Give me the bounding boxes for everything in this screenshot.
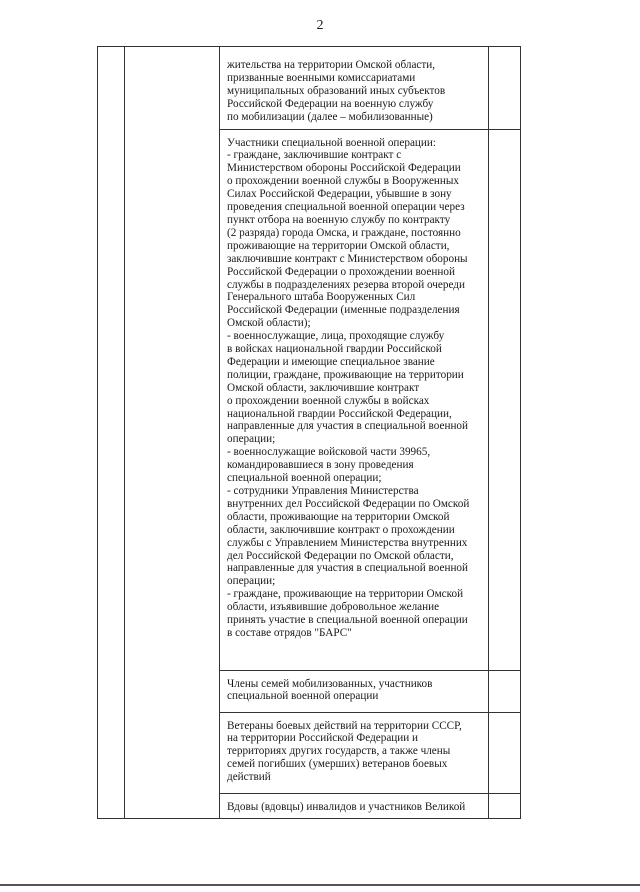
recipient-cell bbox=[220, 793, 489, 819]
benefits-table bbox=[97, 46, 521, 819]
extra-column-cell bbox=[489, 47, 521, 130]
recipient-text: Члены семей мобилизованных, участников специальной военной операции bbox=[227, 677, 433, 703]
page-number: 2 bbox=[316, 18, 324, 33]
recipient-cell bbox=[220, 47, 489, 130]
extra-column-cell bbox=[489, 129, 521, 670]
extra-column-cell bbox=[489, 670, 521, 712]
extra-column-cell bbox=[489, 712, 521, 793]
number-column-cell bbox=[98, 47, 125, 819]
recipient-cell bbox=[220, 712, 489, 793]
recipient-text: Участники специальной военной операции: - граждане, заключившие контракт с Министерством обороны Российской Федерации о прохождении военной службы в Вооруженных Силах Российской Федерации, убывшие в зону проведения специальной военной операции через пункт отбора на военную службу по контракту (2 разряда) города Омска, и граждане, постоянно проживающие на территории Омской области, заключившие контракт с Министерством обороны Российской Федерации о прохождении военной службы в подразделениях резерва второй очереди Генерального штаба Вооруженных Сил Российской Федерации (именные подразделения Омской области); - военнослужащие, лица, проходящие службу в войсках национальной гвардии Российской Федерации и имеющие специальное звание полиции, граждане, проживающие на территории Омской области, заключившие контракт о прохождении военной службы в войсках национальной гвардии Российской Федерации, направленные для участия в специальной военной операции; - военнослужащие войсковой части 39965, командировавшиеся в зону проведения специальной военной операции; - сотрудники Управления Министерства внутренних дел Российской Федерации по Омской области, проживающие на территории Омской области, заключившие контракт о прохождении службы с Управлением Министерства внутренних дел Российской Федерации по Омской области, направленные для участия в специальной военной операции; - граждане, проживающие на территории Омской области, изъявившие добровольное желание принять участие в специальной военной операции в составе отрядов "БАРС" bbox=[227, 136, 470, 639]
recipient-text: Вдовы (вдовцы) инвалидов и участников Великой bbox=[227, 800, 466, 813]
recipient-cell bbox=[220, 670, 489, 712]
recipient-cell bbox=[220, 129, 489, 670]
recipient-text: Ветераны боевых действий на территории СССР, на территории Российской Федерации и территориях других государств, а также члены семей погибших (умерших) ветеранов боевых действий bbox=[227, 719, 462, 784]
recipient-text: жительства на территории Омской области, призванные военными комиссариатами муниципальных образований иных субъектов Российской Федерации на военную службу по мобилизации (далее – мобилизованные) bbox=[227, 59, 446, 123]
page-bottom-edge bbox=[0, 884, 640, 886]
table-row bbox=[98, 47, 521, 130]
category-column-cell bbox=[125, 47, 220, 819]
extra-column-cell bbox=[489, 793, 521, 819]
